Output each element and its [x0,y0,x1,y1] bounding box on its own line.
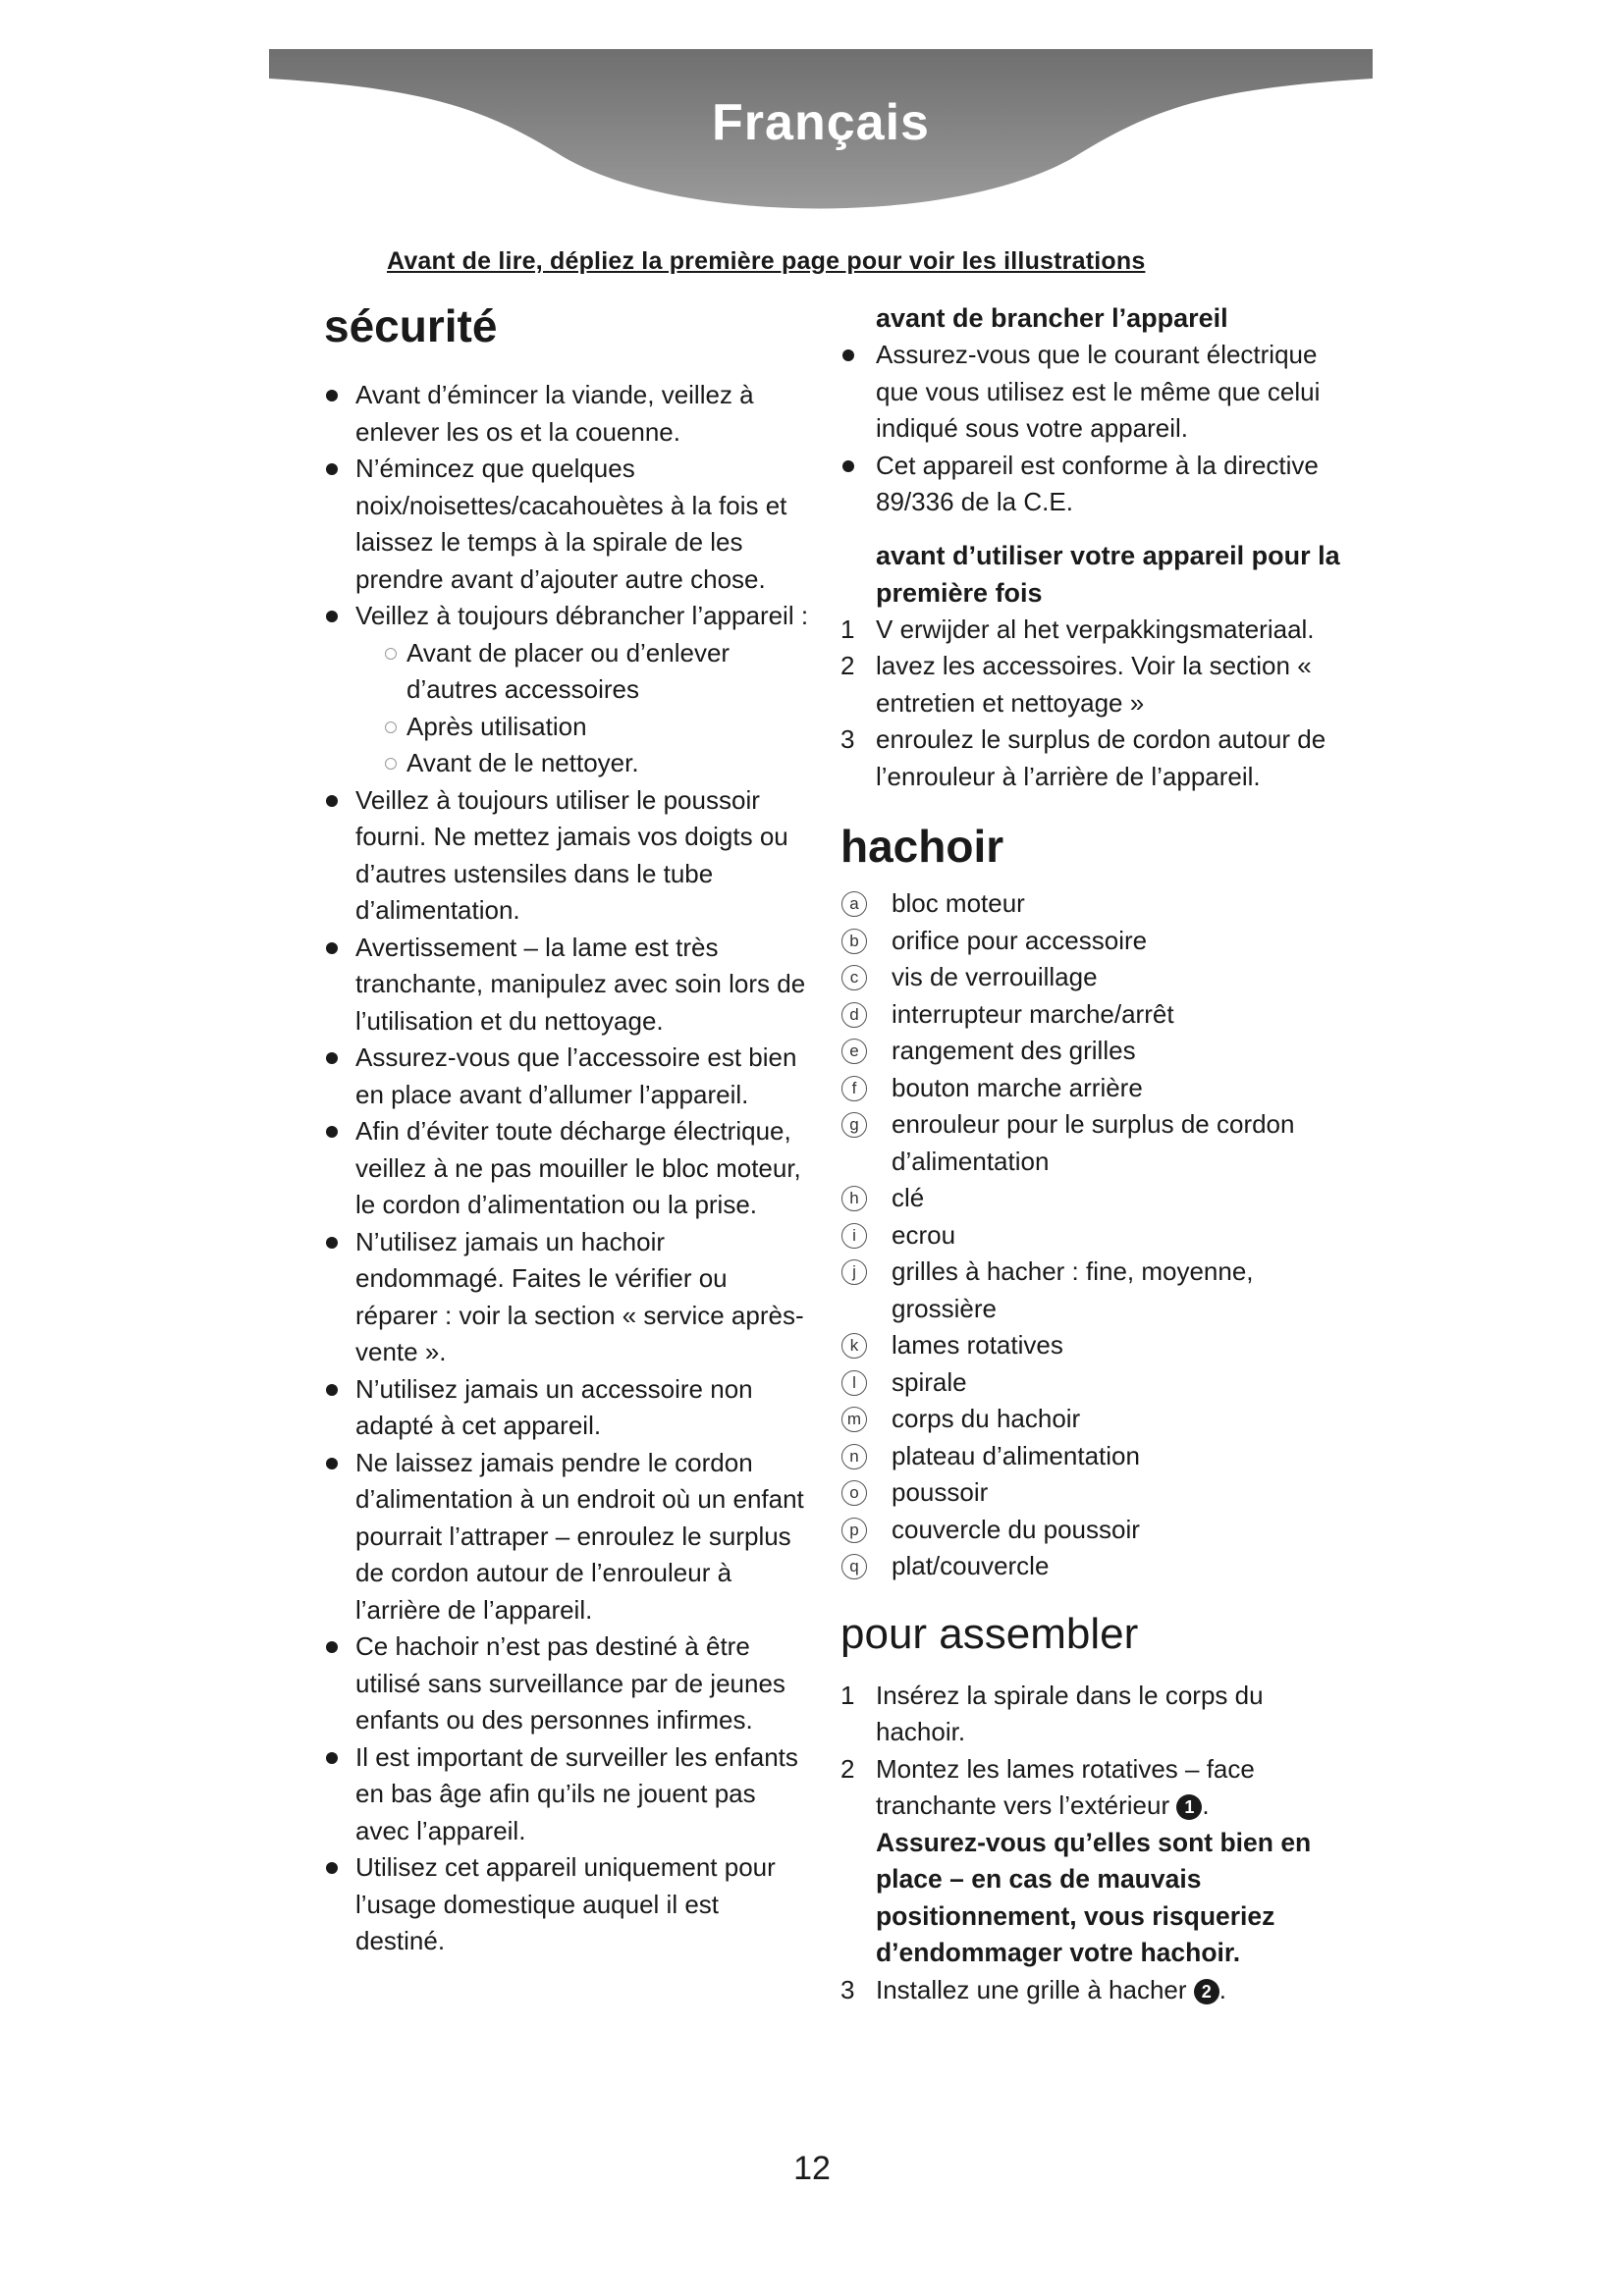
bullet-icon [842,460,854,472]
letter-circle-icon: a [841,891,867,917]
part-item: a bloc moteur [840,885,1351,923]
right-column [840,299,1351,2008]
parts-list [840,885,1351,1585]
figure-1-icon: 1 [1176,1794,1202,1820]
letter-circle-icon: l [841,1370,867,1396]
figure-2-icon: 2 [1194,1979,1219,2004]
list-item: Afin d’éviter toute décharge électrique, veillez à ne pas mouiller le bloc moteur, le cordon d’alimentation ou la prise. [324,1113,815,1224]
left-column [324,296,815,1960]
part-item: f bouton marche arrière [840,1070,1351,1107]
premiere-steps [840,612,1351,796]
bullet-icon [326,1126,338,1138]
part-item: b orifice pour accessoire [840,923,1351,960]
list-item: Utilisez cet appareil uniquement pour l’usage domestique auquel il est destiné. [324,1849,815,1960]
list-item: Cet appareil est conforme à la directive 89/336 de la C.E. [840,448,1351,521]
premiere-heading: avant d’utiliser votre appareil pour la première fois [876,540,1340,608]
banner-title: Français [712,94,930,151]
list-item: Veillez à toujours utiliser le poussoir fourni. Ne mettez jamais vos doigts ou d’autres ustensiles dans le tube d’alimentation. [324,782,815,930]
bullet-icon [326,1752,338,1764]
list-item: Ce hachoir n’est pas destiné à être utilisé sans surveillance par de jeunes enfants ou des personnes infirmes. [324,1629,815,1739]
part-item: i ecrou [840,1217,1351,1255]
list-item: Veillez à toujours débrancher l’appareil : Avant de placer ou d’enlever d’autres accessoires Après utilisation Avant de le nettoyer. [324,598,815,782]
list-item: N’émincez que quelques noix/noisettes/cacahouètes à la fois et laissez le temps à la spirale de les prendre avant d’ajouter autre chose. [324,451,815,598]
bullet-icon [842,349,854,361]
ring-bullet-icon [385,758,397,770]
letter-circle-icon: e [841,1039,867,1064]
step-item: 1 V erwijder al het verpakkingsmateriaal. [840,614,1315,644]
list-item: Avertissement – la lame est très tranchante, manipulez avec soin lors de l’utilisation et du nettoyage. [324,930,815,1041]
bullet-icon [326,390,338,401]
part-item: q plat/couvercle [840,1548,1351,1585]
assembler-heading: pour assembler [840,1609,1139,1658]
letter-circle-icon: i [841,1223,867,1249]
letter-circle-icon: n [841,1444,867,1469]
bullet-icon [326,611,338,622]
brancher-list [840,337,1351,521]
letter-circle-icon: h [841,1186,867,1211]
warning-text: Assurez-vous qu’elles sont bien en place – en cas de mauvais positionnement, vous risqueriez d’endommager votre hachoir. [876,1827,1312,1967]
bullet-icon [326,463,338,475]
list-item: N’utilisez jamais un hachoir endommagé. Faites le vérifier ou réparer : voir la section « service après-vente ». [324,1224,815,1371]
letter-circle-icon: o [841,1480,867,1506]
part-item: d interrupteur marche/arrêt [840,996,1351,1034]
bullet-icon [326,1641,338,1653]
letter-circle-icon: p [841,1518,867,1543]
part-item: n plateau d’alimentation [840,1438,1351,1475]
bullet-icon [326,1384,338,1396]
part-item: e rangement des grilles [840,1033,1351,1070]
bullet-icon [326,1052,338,1064]
letter-circle-icon: q [841,1554,867,1579]
sub-list [355,635,815,782]
list-item: Assurez-vous que l’accessoire est bien en place avant d’allumer l’appareil. [324,1040,815,1113]
part-item: m corps du hachoir [840,1401,1351,1438]
step-item: 2 lavez les accessoires. Voir la section « entretien et nettoyage » [840,651,1312,718]
hachoir-heading: hachoir [840,821,1004,872]
letter-circle-icon: f [841,1076,867,1101]
letter-circle-icon: c [841,965,867,990]
step-item: 3 enroulez le surplus de cordon autour de l’enrouleur à l’arrière de l’appareil. [840,724,1326,791]
list-item: Avant d’émincer la viande, veillez à enlever les os et la couenne. [324,377,815,451]
part-item: p couvercle du poussoir [840,1512,1351,1549]
ring-bullet-icon [385,648,397,660]
ring-bullet-icon [385,721,397,733]
letter-circle-icon: m [841,1407,867,1432]
list-item: Assurez-vous que le courant électrique que vous utilisez est le même que celui indiqué sous votre appareil. [840,337,1351,448]
bullet-icon [326,1862,338,1874]
bullet-icon [326,795,338,807]
letter-circle-icon: b [841,929,867,954]
sub-list-item: Après utilisation [385,709,815,746]
part-item: k lames rotatives [840,1327,1351,1364]
language-banner [269,49,1373,236]
letter-circle-icon: j [841,1259,867,1285]
sub-list-item: Avant de placer ou d’enlever d’autres accessoires [385,635,815,709]
letter-circle-icon: k [841,1333,867,1359]
step-item: 1 Insérez la spirale dans le corps du hachoir. [840,1680,1264,1746]
brancher-heading: avant de brancher l’appareil [876,303,1228,333]
letter-circle-icon: g [841,1112,867,1138]
list-item: N’utilisez jamais un accessoire non adapté à cet appareil. [324,1371,815,1445]
part-item: l spirale [840,1364,1351,1402]
page-number: 12 [793,2150,831,2187]
bullet-icon [326,942,338,954]
part-item: c vis de verrouillage [840,959,1351,996]
step-item: 3 Installez une grille à hacher 2 . [840,1974,1226,2004]
assembler-steps [840,1678,1351,2009]
part-item: g enrouleur pour le surplus de cordon d’alimentation [840,1106,1351,1180]
bullet-icon [326,1458,338,1469]
securite-list [324,377,815,1960]
sub-list-item: Avant de le nettoyer. [385,745,815,782]
securite-heading: sécurité [324,300,498,351]
part-item: o poussoir [840,1474,1351,1512]
part-item: h clé [840,1180,1351,1217]
letter-circle-icon: d [841,1002,867,1028]
list-item: Ne laissez jamais pendre le cordon d’alimentation à un endroit où un enfant pourrait l’attraper – enroulez le surplus de cordon autour de l’enrouleur à l’arrière de l’appareil. [324,1445,815,1629]
step-item: 2 Montez les lames rotatives – face tranchante vers l’extérieur 1 . Assurez-vous qu’elles sont bien en place – en cas de mauvais positionnement, vous risqueriez d’endommager votre hachoir. [840,1753,1312,1967]
part-item: j grilles à hacher : fine, moyenne, grossière [840,1254,1351,1327]
bullet-icon [326,1237,338,1249]
intro-notice: Avant de lire, dépliez la première page pour voir les illustrations [387,247,1146,275]
list-item: Il est important de surveiller les enfants en bas âge afin qu’ils ne jouent pas avec l’appareil. [324,1739,815,1850]
